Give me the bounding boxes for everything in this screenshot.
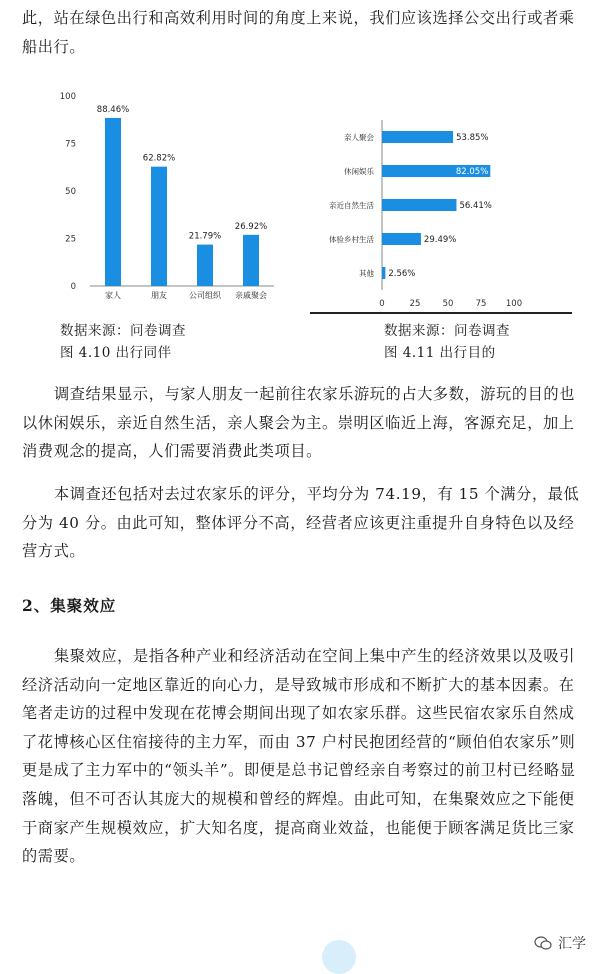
category-label-2: 公司组织 bbox=[189, 291, 221, 300]
hbar-4 bbox=[382, 267, 385, 279]
hbar-value-label-4: 2.56% bbox=[388, 269, 416, 279]
x-tick-label-2: 50 bbox=[442, 299, 454, 309]
left-caption-source: 数据来源：问卷调查 bbox=[60, 323, 186, 339]
y-tick-label-3: 75 bbox=[65, 139, 76, 150]
hbar-value-label-0: 53.85% bbox=[456, 133, 489, 143]
section-heading: 2、集聚效应 bbox=[22, 596, 117, 615]
hbar-3 bbox=[382, 233, 421, 245]
category-label-0: 家人 bbox=[105, 291, 121, 300]
companion-chart bbox=[52, 74, 284, 314]
bar-0 bbox=[105, 118, 121, 286]
hcategory-label-1: 休闲娱乐 bbox=[344, 167, 374, 176]
wechat-icon bbox=[534, 936, 552, 950]
bar-1 bbox=[151, 167, 167, 286]
hcategory-label-3: 体验乡村生活 bbox=[329, 235, 374, 244]
companion-chart-svg bbox=[52, 74, 284, 314]
hcategory-label-4: 其他 bbox=[359, 269, 374, 278]
hbar-value-label-2: 56.41% bbox=[459, 201, 492, 211]
hbar-value-label-1: 82.05% bbox=[455, 167, 489, 177]
hbar-0 bbox=[382, 131, 453, 143]
hbar-2 bbox=[382, 199, 456, 211]
bar-value-label-3: 26.92% bbox=[234, 221, 268, 232]
right-caption-source: 数据来源：问卷调查 bbox=[384, 323, 510, 339]
results-paragraph: 调查结果显示，与家人朋友一起前往农家乐游玩的占大多数，游玩的目的也以休闲娱乐，亲近自然生活，亲人聚会为主。崇明区临近上海，客源充足，加上消费观念的提高，人们需要消费此类项目。 bbox=[22, 385, 575, 461]
category-label-1: 朋友 bbox=[151, 291, 167, 300]
y-tick-label-1: 25 bbox=[65, 234, 76, 245]
score-paragraph: 本调查还包括对去过农家乐的评分，平均分为 74.19，有 15 个满分，最低分为 40 分。由此可知，整体评分不高，经营者应该更注重提升自身特色以及经营方式。 bbox=[22, 485, 580, 561]
intro-paragraph: 此，站在绿色出行和高效利用时间的角度上来说，我们应该选择公交出行或者乘船出行。 bbox=[22, 9, 575, 56]
x-tick-label-3: 75 bbox=[475, 299, 487, 309]
right-caption bbox=[384, 320, 510, 364]
left-caption bbox=[60, 320, 186, 364]
bar-3 bbox=[243, 235, 259, 286]
bar-value-label-2: 21.79% bbox=[188, 231, 222, 242]
purpose-chart-svg bbox=[310, 100, 572, 312]
agglomeration-paragraph: 集聚效应，是指各种产业和经济活动在空间上集中产生的经济效果以及吸引经济活动向一定地区靠近的向心力，是导致城市形成和不断扩大的基本因素。在笔者走访的过程中发现在花博会期间出现了如农家乐群。这些民宿农家乐自然成了花博核心区住宿接待的主力军，而由 37 户村民抱团经营的“顾伯伯农家乐”则更是成了主力军中的“领头羊”。即便是总书记曾经亲自考察过的前卫村已经略显落魄，但不可否认其庞大的规模和曾经的辉煌。由此可知，在集聚效应之下能便于商家产生规模效应，扩大知名度，提高商业效益，也能便于顾客满足货比三家的需要。 bbox=[22, 647, 576, 866]
y-tick-label-4: 100 bbox=[59, 92, 76, 102]
bar-value-label-1: 62.82% bbox=[142, 153, 176, 164]
x-tick-label-1: 25 bbox=[409, 299, 421, 309]
hbar-value-label-3: 29.49% bbox=[423, 235, 457, 245]
right-caption-title: 图 4.11 出行目的 bbox=[384, 345, 496, 361]
watermark bbox=[534, 933, 586, 953]
left-caption-title: 图 4.10 出行同伴 bbox=[60, 345, 172, 361]
bar-2 bbox=[197, 245, 213, 286]
hcategory-label-0: 亲人聚会 bbox=[344, 133, 374, 142]
y-tick-label-0: 0 bbox=[70, 282, 76, 292]
bar-value-label-0: 88.46% bbox=[96, 104, 130, 115]
hcategory-label-2: 亲近自然生活 bbox=[329, 201, 374, 210]
purpose-chart bbox=[310, 100, 572, 314]
category-label-3: 亲戚聚会 bbox=[235, 291, 267, 300]
watermark-text: 汇学 bbox=[558, 936, 586, 952]
y-tick-label-2: 50 bbox=[65, 187, 76, 197]
decorative-circle bbox=[322, 940, 356, 974]
x-tick-label-4: 100 bbox=[505, 299, 523, 309]
x-tick-label-0: 0 bbox=[379, 299, 385, 309]
